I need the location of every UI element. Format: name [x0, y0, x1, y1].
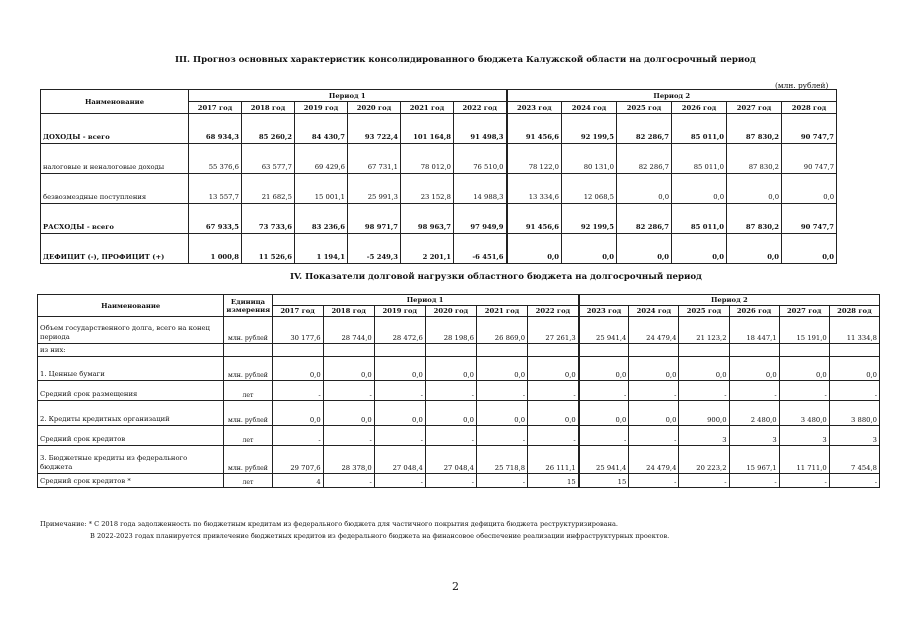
cell-value: 0,0 — [272, 401, 323, 426]
table-row — [38, 426, 880, 446]
cell-value — [729, 344, 779, 357]
cell-value: 13 557,7 — [189, 174, 242, 204]
year-header: 2025 год — [679, 306, 729, 317]
period1-header: Период 1 — [189, 90, 507, 102]
cell-value: 18 447,1 — [729, 317, 779, 344]
cell-value — [374, 344, 425, 357]
cell-value: 91 456,6 — [507, 204, 562, 234]
cell-value: -6 451,6 — [454, 234, 507, 264]
cell-value — [629, 344, 679, 357]
cell-value: 28 744,0 — [323, 317, 374, 344]
cell-value: 90 747,7 — [782, 114, 837, 144]
cell-value: 3 — [729, 426, 779, 446]
cell-value: 85 260,2 — [242, 114, 295, 144]
cell-value: 73 733,6 — [242, 204, 295, 234]
cell-value — [323, 344, 374, 357]
cell-value: - — [374, 426, 425, 446]
row-name: 1. Ценные бумаги — [38, 357, 224, 381]
cell-value: - — [425, 474, 476, 488]
cell-value: - — [679, 381, 729, 401]
cell-value: 25 941,4 — [579, 446, 629, 474]
table-row — [41, 234, 837, 264]
year-header: 2022 год — [528, 306, 579, 317]
cell-value: 0,0 — [617, 234, 672, 264]
cell-value: 28 378,0 — [323, 446, 374, 474]
table-row — [38, 344, 880, 357]
cell-value: 98 971,7 — [348, 204, 401, 234]
year-header: 2019 год — [295, 102, 348, 114]
cell-value: 27 261,3 — [528, 317, 579, 344]
cell-value: 0,0 — [323, 357, 374, 381]
cell-value: 26 111,1 — [528, 446, 579, 474]
cell-value: 93 722,4 — [348, 114, 401, 144]
cell-value: 0,0 — [562, 234, 617, 264]
budget-forecast-table — [40, 89, 837, 264]
cell-value: - — [272, 426, 323, 446]
cell-value: 85 011,0 — [672, 204, 727, 234]
cell-value: 87 830,2 — [727, 144, 782, 174]
cell-value: 28 472,6 — [374, 317, 425, 344]
cell-value: 0,0 — [528, 401, 579, 426]
year-header: 2022 год — [454, 102, 507, 114]
cell-value: 0,0 — [829, 357, 879, 381]
cell-value: 0,0 — [779, 357, 829, 381]
cell-value: 2 480,0 — [729, 401, 779, 426]
cell-value: 0,0 — [374, 357, 425, 381]
cell-value: 87 830,2 — [727, 114, 782, 144]
cell-value: 82 286,7 — [617, 114, 672, 144]
cell-value: 90 747,7 — [782, 204, 837, 234]
row-unit: млн. рублей — [224, 357, 272, 381]
cell-value: 67 731,1 — [348, 144, 401, 174]
cell-value: 27 048,4 — [425, 446, 476, 474]
cell-value: 76 510,0 — [454, 144, 507, 174]
period2-header: Период 2 — [579, 295, 880, 306]
cell-value: 24 479,4 — [629, 317, 679, 344]
row-unit: лет — [224, 426, 272, 446]
cell-value: 0,0 — [507, 234, 562, 264]
row-unit: лет — [224, 474, 272, 488]
table-row — [41, 204, 837, 234]
cell-value: 0,0 — [672, 234, 727, 264]
cell-value: 0,0 — [672, 174, 727, 204]
cell-value: - — [374, 381, 425, 401]
cell-value: 0,0 — [729, 357, 779, 381]
row-name: из них: — [38, 344, 224, 357]
cell-value: 69 429,6 — [295, 144, 348, 174]
cell-value: 2 201,1 — [401, 234, 454, 264]
table-row — [38, 474, 880, 488]
cell-value: 20 223,2 — [679, 446, 729, 474]
cell-value: 900,0 — [679, 401, 729, 426]
cell-value: - — [528, 381, 579, 401]
year-header: 2027 год — [727, 102, 782, 114]
cell-value: 0,0 — [425, 401, 476, 426]
name-header: Наименование — [38, 295, 224, 317]
cell-value: -5 249,3 — [348, 234, 401, 264]
name-header: Наименование — [41, 90, 189, 114]
period2-header: Период 2 — [507, 90, 837, 102]
cell-value: 0,0 — [579, 401, 629, 426]
cell-value: 29 707,6 — [272, 446, 323, 474]
row-name: налоговые и неналоговые доходы — [41, 144, 189, 174]
cell-value: 30 177,6 — [272, 317, 323, 344]
cell-value: - — [829, 381, 879, 401]
cell-value: 11 711,0 — [779, 446, 829, 474]
cell-value: 101 164,8 — [401, 114, 454, 144]
cell-value: 0,0 — [629, 357, 679, 381]
cell-value: 3 480,0 — [779, 401, 829, 426]
cell-value — [528, 344, 579, 357]
year-header: 2027 год — [779, 306, 829, 317]
debt-load-table — [37, 294, 880, 488]
cell-value: 82 286,7 — [617, 204, 672, 234]
cell-value: 83 236,6 — [295, 204, 348, 234]
cell-value: 14 988,3 — [454, 174, 507, 204]
row-name: 2. Кредиты кредитных организаций — [38, 401, 224, 426]
cell-value — [476, 344, 527, 357]
cell-value: 28 198,6 — [425, 317, 476, 344]
cell-value — [779, 344, 829, 357]
cell-value: - — [729, 474, 779, 488]
period1-header: Период 1 — [272, 295, 579, 306]
cell-value: 92 199,5 — [562, 204, 617, 234]
cell-value: 78 012,0 — [401, 144, 454, 174]
cell-value: 25 718,8 — [476, 446, 527, 474]
footnote-continued: В 2022-2023 годах планируется привлечение бюджетных кредитов из федерального бюджета на финансовое обеспечение реализации инфраструктурных проектов. — [90, 532, 670, 540]
table-row — [41, 144, 837, 174]
cell-value: 98 963,7 — [401, 204, 454, 234]
cell-value: 68 934,3 — [189, 114, 242, 144]
table-row — [38, 401, 880, 426]
row-name: ДОХОДЫ - всего — [41, 114, 189, 144]
cell-value: 97 949,9 — [454, 204, 507, 234]
row-unit — [224, 344, 272, 357]
row-name: РАСХОДЫ - всего — [41, 204, 189, 234]
cell-value: 21 682,5 — [242, 174, 295, 204]
cell-value: - — [579, 426, 629, 446]
row-name: безвозмездные поступления — [41, 174, 189, 204]
cell-value: 12 068,5 — [562, 174, 617, 204]
cell-value: 26 869,0 — [476, 317, 527, 344]
cell-value: - — [476, 426, 527, 446]
row-unit: млн. рублей — [224, 317, 272, 344]
cell-value: 0,0 — [476, 401, 527, 426]
cell-value: - — [528, 426, 579, 446]
cell-value — [579, 344, 629, 357]
cell-value: 1 000,8 — [189, 234, 242, 264]
cell-value: 4 — [272, 474, 323, 488]
cell-value: 0,0 — [617, 174, 672, 204]
cell-value — [679, 344, 729, 357]
cell-value: 90 747,7 — [782, 144, 837, 174]
cell-value: 85 011,0 — [672, 144, 727, 174]
cell-value: - — [579, 381, 629, 401]
cell-value: 0,0 — [374, 401, 425, 426]
table-row — [38, 317, 880, 344]
cell-value: 3 880,0 — [829, 401, 879, 426]
cell-value: 3 — [829, 426, 879, 446]
year-header: 2020 год — [425, 306, 476, 317]
year-header: 2021 год — [476, 306, 527, 317]
cell-value: 0,0 — [476, 357, 527, 381]
cell-value: 27 048,4 — [374, 446, 425, 474]
section3-title: III. Прогноз основных характеристик консолидированного бюджета Калужской области на долгосрочный период — [175, 55, 756, 65]
cell-value: - — [323, 381, 374, 401]
cell-value: 11 526,6 — [242, 234, 295, 264]
cell-value: - — [374, 474, 425, 488]
cell-value: 67 933,5 — [189, 204, 242, 234]
cell-value: - — [679, 474, 729, 488]
cell-value: 91 498,3 — [454, 114, 507, 144]
year-header: 2018 год — [323, 306, 374, 317]
unit-header: Единица измерения — [224, 295, 272, 317]
cell-value: - — [779, 474, 829, 488]
table-row — [41, 174, 837, 204]
cell-value: 24 479,4 — [629, 446, 679, 474]
year-header: 2023 год — [507, 102, 562, 114]
row-name: Средний срок размещения — [38, 381, 224, 401]
cell-value: 87 830,2 — [727, 204, 782, 234]
cell-value: - — [323, 474, 374, 488]
cell-value: 55 376,6 — [189, 144, 242, 174]
year-header: 2026 год — [672, 102, 727, 114]
year-header: 2026 год — [729, 306, 779, 317]
cell-value: 91 456,6 — [507, 114, 562, 144]
year-header: 2018 год — [242, 102, 295, 114]
cell-value: - — [779, 381, 829, 401]
cell-value: 80 131,0 — [562, 144, 617, 174]
cell-value: - — [629, 426, 679, 446]
row-name: Объем государственного долга, всего на конец периода — [38, 317, 224, 344]
year-header: 2019 год — [374, 306, 425, 317]
cell-value: 25 941,4 — [579, 317, 629, 344]
section3-unit-label: (млн. рублей) — [775, 81, 829, 90]
year-header: 2020 год — [348, 102, 401, 114]
row-unit: млн. рублей — [224, 401, 272, 426]
cell-value: 0,0 — [579, 357, 629, 381]
cell-value: 13 334,6 — [507, 174, 562, 204]
cell-value: - — [272, 381, 323, 401]
cell-value: 15 967,1 — [729, 446, 779, 474]
cell-value: 11 334,8 — [829, 317, 879, 344]
cell-value — [829, 344, 879, 357]
section4-title: IV. Показатели долговой нагрузки областного бюджета на долгосрочный период — [290, 272, 702, 282]
cell-value: - — [476, 381, 527, 401]
footnote: Примечание: * С 2018 года задолженность по бюджетным кредитам из федерального бюджета для частичного покрытия дефицита бюджета реструктуризирована. — [40, 520, 619, 528]
cell-value: 25 991,3 — [348, 174, 401, 204]
cell-value: 84 430,7 — [295, 114, 348, 144]
cell-value: 0,0 — [272, 357, 323, 381]
cell-value: 0,0 — [727, 234, 782, 264]
year-header: 2021 год — [401, 102, 454, 114]
cell-value: - — [629, 381, 679, 401]
cell-value: - — [629, 474, 679, 488]
cell-value — [272, 344, 323, 357]
year-header: 2024 год — [629, 306, 679, 317]
table-row — [38, 357, 880, 381]
table-row — [41, 114, 837, 144]
cell-value: 3 — [679, 426, 729, 446]
cell-value: 7 454,8 — [829, 446, 879, 474]
cell-value: 3 — [779, 426, 829, 446]
cell-value: 0,0 — [323, 401, 374, 426]
cell-value: 15 — [528, 474, 579, 488]
cell-value: 78 122,0 — [507, 144, 562, 174]
year-header: 2017 год — [189, 102, 242, 114]
cell-value: 23 152,8 — [401, 174, 454, 204]
cell-value: 1 194,1 — [295, 234, 348, 264]
cell-value: 15 001,1 — [295, 174, 348, 204]
cell-value: 0,0 — [629, 401, 679, 426]
row-unit: лет — [224, 381, 272, 401]
cell-value: 0,0 — [528, 357, 579, 381]
cell-value: - — [829, 474, 879, 488]
row-unit: млн. рублей — [224, 446, 272, 474]
cell-value: 15 — [579, 474, 629, 488]
year-header: 2024 год — [562, 102, 617, 114]
cell-value: 0,0 — [782, 174, 837, 204]
cell-value: - — [425, 381, 476, 401]
year-header: 2017 год — [272, 306, 323, 317]
cell-value: - — [323, 426, 374, 446]
cell-value: 82 286,7 — [617, 144, 672, 174]
cell-value: 0,0 — [782, 234, 837, 264]
year-header: 2025 год — [617, 102, 672, 114]
row-name: Средний срок кредитов — [38, 426, 224, 446]
cell-value: - — [729, 381, 779, 401]
cell-value: 0,0 — [425, 357, 476, 381]
cell-value: 85 011,0 — [672, 114, 727, 144]
cell-value — [425, 344, 476, 357]
cell-value: 92 199,5 — [562, 114, 617, 144]
row-name: Средний срок кредитов * — [38, 474, 224, 488]
year-header: 2028 год — [782, 102, 837, 114]
page-number: 2 — [452, 580, 459, 593]
cell-value: 0,0 — [727, 174, 782, 204]
row-name: ДЕФИЦИТ (-), ПРОФИЦИТ (+) — [41, 234, 189, 264]
year-header: 2023 год — [579, 306, 629, 317]
table-row — [38, 381, 880, 401]
cell-value: - — [476, 474, 527, 488]
year-header: 2028 год — [829, 306, 879, 317]
cell-value: 63 577,7 — [242, 144, 295, 174]
cell-value: 0,0 — [679, 357, 729, 381]
cell-value: 21 123,2 — [679, 317, 729, 344]
table-row — [38, 446, 880, 474]
cell-value: 15 191,0 — [779, 317, 829, 344]
row-name: 3. Бюджетные кредиты из федерального бюджета — [38, 446, 224, 474]
cell-value: - — [425, 426, 476, 446]
